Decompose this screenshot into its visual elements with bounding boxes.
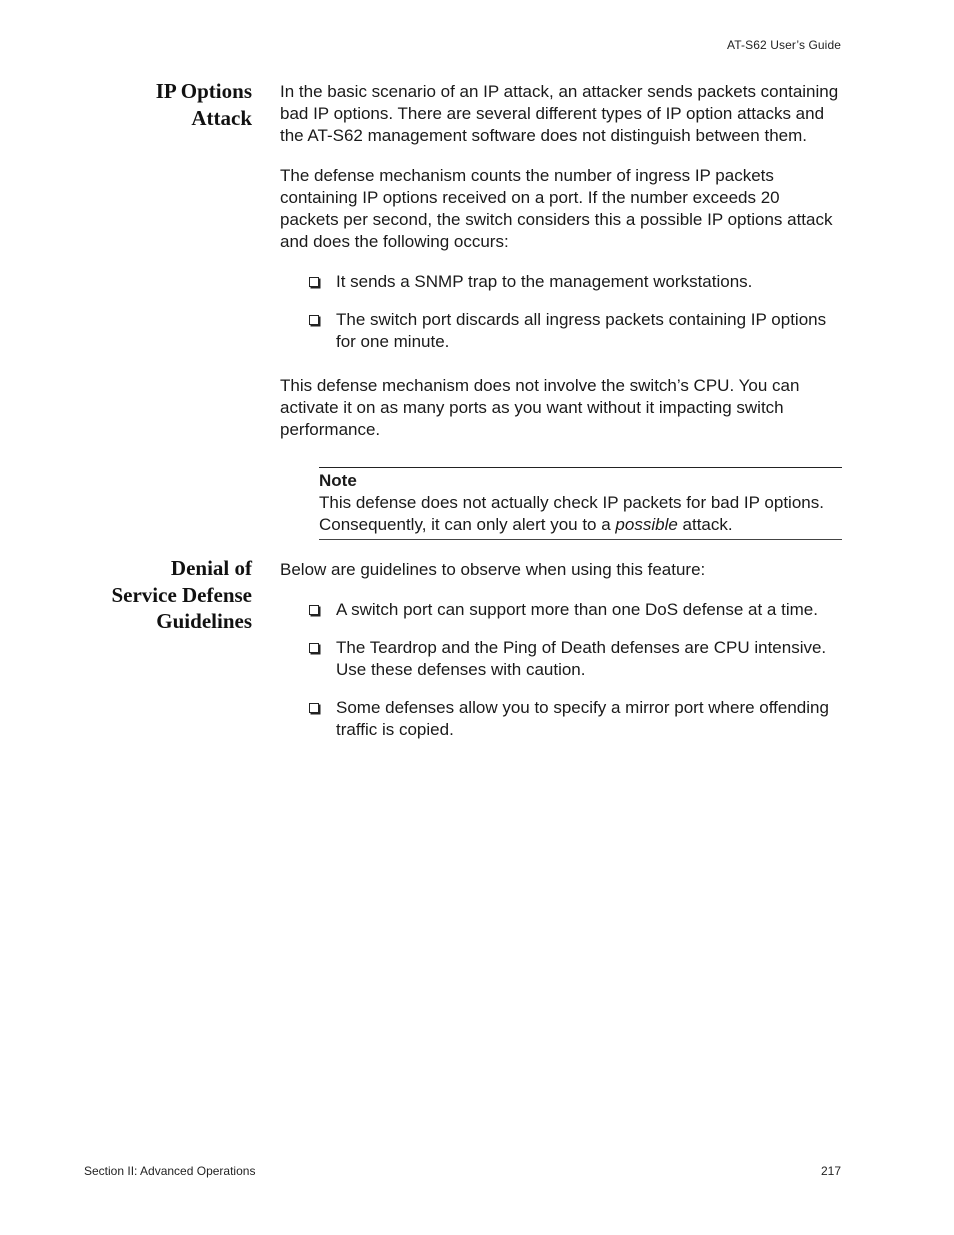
running-header: AT-S62 User’s Guide — [727, 38, 841, 52]
list-item — [280, 271, 842, 293]
list-item-text: A switch port can support more than one DoS defense at a time. — [336, 600, 818, 619]
section-heading-dos-guidelines — [32, 555, 252, 635]
section-body-ip-options-attack — [280, 81, 842, 540]
paragraph: This defense mechanism does not involve the switch’s CPU. You can activate it on as many ports as you want without it impacting switch performance. — [280, 376, 800, 439]
heading-line: IP Options — [155, 79, 252, 103]
list-item — [280, 599, 842, 621]
heading-line: Service Defense — [111, 582, 252, 607]
list-item — [280, 309, 842, 353]
heading-line: Denial of — [170, 556, 252, 580]
list-item-text: Some defenses allow you to specify a mirror port where offending traffic is copied. — [336, 698, 829, 739]
paragraph: Below are guidelines to observe when using this feature: — [280, 560, 706, 579]
checkbox-bullet-icon — [309, 277, 319, 287]
section-heading-ip-options-attack — [32, 78, 252, 131]
note-emphasis: possible — [615, 515, 678, 534]
footer-section-label: Section II: Advanced Operations — [84, 1164, 256, 1178]
paragraph: The defense mechanism counts the number of ingress IP packets containing IP options received on a port. If the number exceeds 20 packets per second, the switch considers this a possible IP options attack and does the following occurs: — [280, 166, 833, 251]
checkbox-bullet-icon — [309, 643, 319, 653]
note-text — [319, 492, 842, 536]
paragraph: In the basic scenario of an IP attack, an attacker sends packets containing bad IP options. There are several different types of IP option attacks and the AT-S62 management software does not distinguish between them. — [280, 82, 839, 145]
section-body-dos-guidelines — [280, 559, 842, 757]
list-item — [280, 637, 842, 681]
heading-line: Attack — [191, 105, 252, 130]
note-box — [319, 467, 842, 540]
note-text-part: attack. — [677, 515, 733, 534]
heading-line: Guidelines — [156, 609, 252, 633]
note-title: Note — [319, 471, 357, 490]
list-item-text: The Teardrop and the Ping of Death defenses are CPU intensive. Use these defenses with caution. — [336, 638, 827, 679]
list-item — [280, 697, 842, 741]
page-number: 217 — [820, 1164, 841, 1178]
checkbox-bullet-icon — [309, 605, 319, 615]
checkbox-bullet-icon — [309, 703, 319, 713]
list-item-text: It sends a SNMP trap to the management workstations. — [336, 272, 753, 291]
note-text-part: This defense does not actually check IP packets for bad IP options. Consequently, it can only alert you to a — [319, 493, 824, 534]
checkbox-bullet-icon — [309, 315, 319, 325]
list-item-text: The switch port discards all ingress packets containing IP options for one minute. — [336, 310, 827, 351]
